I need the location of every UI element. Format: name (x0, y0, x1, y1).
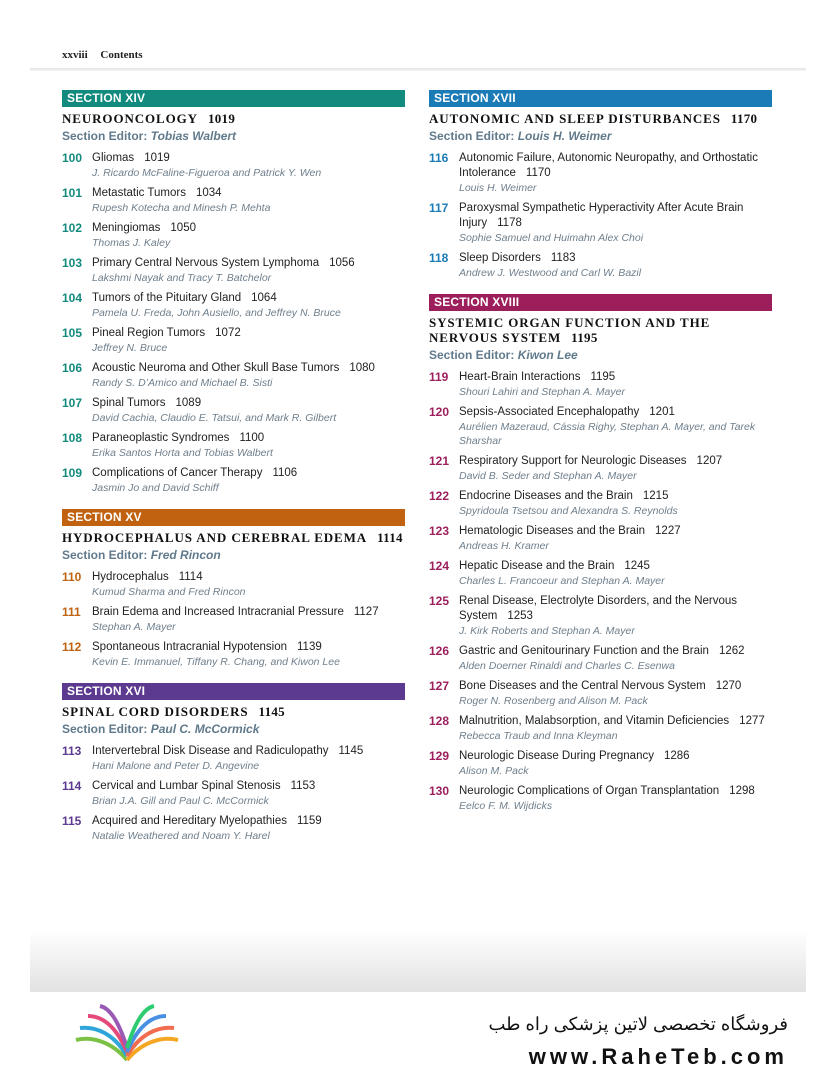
chapter-body (92, 814, 405, 843)
chapter-title (459, 151, 772, 181)
chapter-title (459, 489, 772, 504)
section-title-text: SYSTEMIC ORGAN FUNCTION AND THE NERVOUS SYSTEM (429, 315, 711, 345)
section-block (429, 90, 772, 280)
chapter-title-text: Tumors of the Pituitary Gland (92, 292, 242, 304)
section-label-bar: SECTION XV (62, 509, 405, 526)
section-block (429, 294, 772, 813)
chapter-number: 120 (429, 405, 450, 419)
section-label-bar: SECTION XVIII (429, 294, 772, 311)
chapter-entry[interactable] (62, 570, 405, 599)
chapter-entry[interactable] (429, 201, 772, 245)
chapter-page-number: 1019 (144, 152, 170, 164)
chapter-title (459, 644, 772, 659)
store-url[interactable]: www.RaheTeb.com (528, 1044, 788, 1069)
chapter-entry[interactable] (429, 370, 772, 399)
section-editor-prefix: Section Editor: (429, 348, 515, 362)
chapter-authors: Sophie Samuel and Huimahn Alex Choi (459, 232, 644, 244)
chapter-page-number: 1183 (550, 252, 576, 264)
chapter-title-text: Complications of Cancer Therapy (92, 467, 263, 479)
chapter-page-number: 1178 (497, 217, 522, 229)
chapter-title-text: Paroxysmal Sympathetic Hyperactivity After Acute Brain Injury (459, 202, 744, 229)
chapter-body (92, 605, 405, 634)
chapter-title (92, 744, 405, 759)
chapter-title (459, 594, 772, 624)
chapter-title (92, 779, 405, 794)
chapter-body (459, 489, 772, 518)
chapter-title (92, 326, 405, 341)
chapter-body (459, 559, 772, 588)
chapter-page-number: 1034 (195, 187, 222, 199)
chapter-authors: Stephan A. Mayer (92, 621, 176, 633)
section-editor (62, 129, 405, 143)
chapter-title-text: Spinal Tumors (92, 397, 166, 409)
section-editor-name: Tobias Walbert (150, 129, 237, 143)
chapter-title (92, 186, 405, 201)
chapter-number: 130 (429, 784, 450, 798)
chapter-title-text: Endocrine Diseases and the Brain (459, 490, 633, 502)
chapter-page-number: 1050 (170, 222, 196, 234)
chapter-title-text: Neurologic Disease During Pregnancy (459, 750, 654, 762)
chapter-number: 111 (62, 605, 81, 619)
chapter-entry[interactable] (429, 679, 772, 708)
chapter-title-text: Brain Edema and Increased Intracranial Pressure (92, 606, 344, 618)
chapter-page-number: 1072 (215, 327, 241, 339)
chapter-authors: David Cachia, Claudio E. Tatsui, and Mark R. Gilbert (92, 412, 337, 424)
chapter-title (92, 396, 405, 411)
chapter-number: 129 (429, 749, 450, 763)
section-page-number: 1114 (377, 530, 403, 545)
chapter-body (459, 594, 772, 638)
chapter-page-number: 1277 (739, 715, 765, 727)
chapter-number: 128 (429, 714, 450, 728)
store-name-text: فروشگاه تخصصی لاتین پزشکی راه طب (488, 1014, 788, 1034)
chapter-title (92, 605, 405, 620)
chapter-body (92, 186, 405, 215)
chapter-body (459, 405, 772, 448)
chapter-entry[interactable] (429, 644, 772, 673)
section-editor-prefix: Section Editor: (429, 129, 515, 143)
chapter-number: 108 (62, 431, 83, 445)
right-column (429, 90, 772, 827)
section-page-number: 1019 (207, 111, 236, 126)
chapter-title-text: Acoustic Neuroma and Other Skull Base Tumors (92, 362, 340, 374)
section-editor-name: Louis H. Weimer (517, 129, 612, 143)
chapter-title (92, 151, 405, 166)
chapter-entry[interactable] (429, 749, 772, 778)
chapter-body (92, 431, 405, 460)
chapter-entry[interactable] (429, 594, 772, 638)
chapter-title (92, 291, 405, 306)
chapter-title (92, 814, 405, 829)
chapter-title (92, 361, 405, 376)
chapter-title-text: Gastric and Genitourinary Function and the Brain (459, 645, 709, 657)
chapter-title-text: Intervertebral Disk Disease and Radiculopathy (92, 745, 329, 757)
chapter-title (92, 431, 405, 446)
section-editor (429, 348, 772, 362)
chapter-body (92, 744, 405, 773)
chapter-body (92, 326, 405, 355)
chapter-entry[interactable] (429, 714, 772, 743)
section-editor-prefix: Section Editor: (62, 129, 148, 143)
chapter-body (459, 749, 772, 778)
chapter-page-number: 1089 (175, 397, 202, 409)
chapter-number: 115 (62, 814, 82, 828)
chapter-page-number: 1100 (239, 432, 265, 444)
chapter-body (92, 640, 405, 669)
chapter-authors: David B. Seder and Stephan A. Mayer (459, 470, 637, 482)
chapter-title-text: Paraneoplastic Syndromes (92, 432, 230, 444)
section-page-number: 1145 (258, 704, 285, 719)
chapter-number: 113 (62, 744, 82, 758)
chapter-title-text: Autonomic Failure, Autonomic Neuropathy, and Orthostatic Intolerance (459, 152, 758, 179)
chapter-entry[interactable] (62, 361, 405, 390)
chapter-title-text: Meningiomas (92, 222, 161, 234)
page-header-title: Contents (100, 49, 143, 61)
chapter-title-text: Hematologic Diseases and the Brain (459, 525, 646, 537)
chapter-body (92, 466, 405, 495)
section-title (429, 111, 772, 126)
chapter-title (92, 640, 405, 655)
chapter-title (459, 679, 772, 694)
chapter-page-number: 1127 (353, 606, 379, 618)
chapter-entry[interactable] (62, 256, 405, 285)
chapter-title (459, 370, 772, 385)
chapter-number: 119 (429, 370, 449, 384)
chapter-authors: Kevin E. Immanuel, Tiffany R. Chang, and Kiwon Lee (92, 656, 340, 668)
chapter-number: 107 (62, 396, 83, 410)
chapter-body (92, 221, 405, 250)
chapter-title (459, 749, 772, 764)
chapter-title-text: Spontaneous Intracranial Hypotension (92, 641, 287, 653)
chapter-authors: Kumud Sharma and Fred Rincon (92, 586, 246, 598)
section-title (62, 111, 405, 126)
chapter-title (459, 714, 772, 729)
chapter-authors: Jeffrey N. Bruce (92, 342, 168, 354)
chapter-body (459, 251, 772, 280)
chapter-body (92, 361, 405, 390)
chapter-page-number: 1145 (338, 745, 364, 757)
chapter-authors: Jasmin Jo and David Schiff (92, 482, 219, 494)
chapter-entry[interactable] (429, 454, 772, 483)
chapter-body (459, 679, 772, 708)
chapter-entry[interactable] (62, 431, 405, 460)
chapter-page-number: 1153 (290, 780, 316, 792)
chapter-page-number: 1080 (349, 362, 375, 374)
section-title (62, 530, 405, 545)
chapter-authors: Natalie Weathered and Noam Y. Harel (92, 830, 270, 842)
chapter-number: 125 (429, 594, 450, 608)
chapter-body (459, 201, 772, 245)
chapter-title-text: Bone Diseases and the Central Nervous System (459, 680, 706, 692)
chapter-page-number: 1139 (297, 641, 322, 653)
chapter-title-text: Sepsis-Associated Encephalopathy (459, 406, 640, 418)
chapter-title-text: Metastatic Tumors (92, 187, 186, 199)
chapter-authors: Lakshmi Nayak and Tracy T. Batchelor (92, 272, 272, 284)
chapter-entry[interactable] (62, 814, 405, 843)
chapter-authors: Roger N. Rosenberg and Alison M. Pack (459, 695, 648, 707)
chapter-entry[interactable] (429, 784, 772, 813)
chapter-entry[interactable] (429, 524, 772, 553)
section-editor-prefix: Section Editor: (62, 548, 148, 562)
chapter-entry[interactable] (62, 396, 405, 425)
chapter-title (92, 221, 405, 236)
section-title (62, 704, 405, 719)
chapter-authors: Alison M. Pack (459, 765, 529, 777)
chapter-title-text: Primary Central Nervous System Lymphoma (92, 257, 320, 269)
chapter-title-text: Hydrocephalus (92, 571, 169, 583)
chapter-authors: Pamela U. Freda, John Ausiello, and Jeffrey N. Bruce (92, 307, 341, 319)
chapter-number: 123 (429, 524, 450, 538)
chapter-authors: Eelco F. M. Wijdicks (459, 800, 553, 812)
chapter-title-text: Renal Disease, Electrolyte Disorders, and the Nervous System (459, 595, 738, 622)
page-header (62, 49, 143, 61)
chapter-number: 102 (62, 221, 83, 235)
chapter-entry[interactable] (62, 186, 405, 215)
chapter-body (92, 256, 405, 285)
chapter-authors: J. Ricardo McFaline-Figueroa and Patrick Y. Wen (92, 167, 322, 179)
chapter-page-number: 1201 (649, 406, 675, 418)
chapter-title-text: Malnutrition, Malabsorption, and Vitamin Deficiencies (459, 715, 730, 727)
chapter-title-text: Neurologic Complications of Organ Transplantation (459, 785, 720, 797)
chapter-title-text: Heart-Brain Interactions (459, 371, 581, 383)
chapter-authors: Hani Malone and Peter D. Angevine (92, 760, 260, 772)
chapter-title-text: Pineal Region Tumors (92, 327, 206, 339)
chapter-entry[interactable] (62, 779, 405, 808)
chapter-entry[interactable] (62, 640, 405, 669)
chapter-authors: J. Kirk Roberts and Stephan A. Mayer (459, 625, 635, 637)
chapter-number: 112 (62, 640, 82, 654)
chapter-body (459, 524, 772, 553)
chapter-entry[interactable] (62, 466, 405, 495)
section-editor (62, 548, 405, 562)
chapter-authors: Alden Doerner Rinaldi and Charles C. Esenwa (459, 660, 675, 672)
chapter-title (459, 454, 772, 469)
page-number: xxviii (62, 49, 88, 61)
chapter-authors: Erika Santos Horta and Tobias Walbert (92, 447, 273, 459)
chapter-title-text: Sleep Disorders (459, 252, 541, 264)
chapter-body (92, 570, 405, 599)
chapter-title (459, 201, 772, 231)
chapter-entry[interactable] (429, 489, 772, 518)
section-editor-name: Paul C. McCormick (150, 722, 260, 736)
chapter-number: 124 (429, 559, 450, 573)
section-editor (62, 722, 405, 736)
chapter-body (459, 784, 772, 813)
left-column (62, 90, 405, 857)
section-editor-name: Kiwon Lee (517, 348, 578, 362)
chapter-body (92, 151, 405, 180)
chapter-authors: Brian J.A. Gill and Paul C. McCormick (92, 795, 269, 807)
chapter-page-number: 1227 (655, 525, 681, 537)
header-rule (30, 68, 806, 71)
chapter-entry[interactable] (429, 405, 772, 448)
chapter-authors: Charles L. Francoeur and Stephan A. Mayer (459, 575, 665, 587)
chapter-title (459, 524, 772, 539)
chapter-title (92, 570, 405, 585)
section-title-text: NEUROONCOLOGY (62, 111, 198, 126)
chapter-body (459, 454, 772, 483)
section-label-bar: SECTION XVII (429, 90, 772, 107)
chapter-number: 118 (429, 251, 449, 265)
chapter-number: 101 (62, 186, 83, 200)
section-editor (429, 129, 772, 143)
chapter-page-number: 1215 (642, 490, 669, 502)
chapter-title-text: Gliomas (92, 152, 135, 164)
chapter-body (459, 151, 772, 195)
chapter-page-number: 1207 (696, 455, 723, 467)
chapter-number: 116 (429, 151, 449, 165)
chapter-page-number: 1270 (715, 680, 742, 692)
chapter-number: 117 (429, 201, 449, 215)
chapter-authors: Thomas J. Kaley (92, 237, 171, 249)
chapter-authors: Aurélien Mazeraud, Cássia Righy, Stephan A. Mayer, and Tarek Sharshar (459, 421, 756, 447)
chapter-number: 104 (62, 291, 83, 305)
chapter-page-number: 1114 (178, 571, 203, 583)
chapter-number: 127 (429, 679, 450, 693)
chapter-number: 126 (429, 644, 450, 658)
section-title (429, 315, 772, 345)
section-title-text: AUTONOMIC AND SLEEP DISTURBANCES (429, 111, 721, 126)
chapter-title-text: Respiratory Support for Neurologic Diseases (459, 455, 687, 467)
chapter-entry[interactable] (62, 291, 405, 320)
chapter-entry[interactable] (62, 744, 405, 773)
section-title-text: HYDROCEPHALUS AND CEREBRAL EDEMA (62, 530, 368, 545)
section-block (62, 509, 405, 669)
chapter-number: 110 (62, 570, 82, 584)
chapter-entry[interactable] (62, 151, 405, 180)
chapter-entry[interactable] (62, 605, 405, 634)
chapter-number: 109 (62, 466, 83, 480)
chapter-number: 105 (62, 326, 83, 340)
chapter-body (459, 714, 772, 743)
chapter-body (92, 291, 405, 320)
chapter-page-number: 1245 (624, 560, 650, 572)
chapter-title (92, 466, 405, 481)
chapter-title-text: Acquired and Hereditary Myelopathies (92, 815, 287, 827)
chapter-title-text: Cervical and Lumbar Spinal Stenosis (92, 780, 281, 792)
chapter-page-number: 1056 (329, 257, 355, 269)
chapter-title (92, 256, 405, 271)
chapter-number: 114 (62, 779, 82, 793)
section-label-bar: SECTION XVI (62, 683, 405, 700)
chapter-body (459, 644, 772, 673)
section-title-text: SPINAL CORD DISORDERS (62, 704, 249, 719)
chapter-authors: Randy S. D’Amico and Michael B. Sisti (92, 377, 273, 389)
chapter-number: 103 (62, 256, 83, 270)
chapter-body (92, 779, 405, 808)
chapter-page-number: 1286 (663, 750, 690, 762)
chapter-title-text: Hepatic Disease and the Brain (459, 560, 615, 572)
chapter-number: 121 (429, 454, 450, 468)
section-block (62, 683, 405, 843)
chapter-authors: Rupesh Kotecha and Minesh P. Mehta (92, 202, 271, 214)
chapter-authors: Andrew J. Westwood and Carl W. Bazil (459, 267, 642, 279)
chapter-page-number: 1253 (507, 610, 533, 622)
page-bottom-shadow (30, 930, 806, 992)
chapter-authors: Spyridoula Tsetsou and Alexandra S. Reynolds (459, 505, 678, 517)
chapter-entry[interactable] (429, 251, 772, 280)
chapter-title (459, 559, 772, 574)
chapter-page-number: 1159 (296, 815, 322, 827)
chapter-number: 106 (62, 361, 83, 375)
chapter-page-number: 1170 (525, 167, 551, 179)
chapter-body (92, 396, 405, 425)
chapter-title (459, 784, 772, 799)
chapter-entry[interactable] (429, 559, 772, 588)
chapter-authors: Andreas H. Kramer (459, 540, 549, 552)
chapter-number: 100 (62, 151, 83, 165)
section-page-number: 1195 (571, 330, 598, 345)
chapter-entry[interactable] (429, 151, 772, 195)
chapter-title (459, 251, 772, 266)
section-label-bar: SECTION XIV (62, 90, 405, 107)
section-block (62, 90, 405, 495)
chapter-entry[interactable] (62, 326, 405, 355)
chapter-entry[interactable] (62, 221, 405, 250)
section-editor-prefix: Section Editor: (62, 722, 148, 736)
section-page-number: 1170 (730, 111, 758, 126)
chapter-page-number: 1298 (729, 785, 755, 797)
section-editor-name: Fred Rincon (150, 548, 221, 562)
chapter-title (459, 405, 772, 420)
chapter-page-number: 1195 (590, 371, 616, 383)
chapter-authors: Louis H. Weimer (459, 182, 537, 194)
chapter-page-number: 1262 (718, 645, 745, 657)
chapter-body (459, 370, 772, 399)
open-book-logo-icon (72, 1002, 182, 1072)
footer-banner (0, 992, 836, 1080)
chapter-authors: Rebecca Traub and Inna Kleyman (459, 730, 618, 742)
chapter-number: 122 (429, 489, 450, 503)
chapter-page-number: 1064 (251, 292, 277, 304)
chapter-authors: Shouri Lahiri and Stephan A. Mayer (459, 386, 625, 398)
chapter-page-number: 1106 (272, 467, 298, 479)
